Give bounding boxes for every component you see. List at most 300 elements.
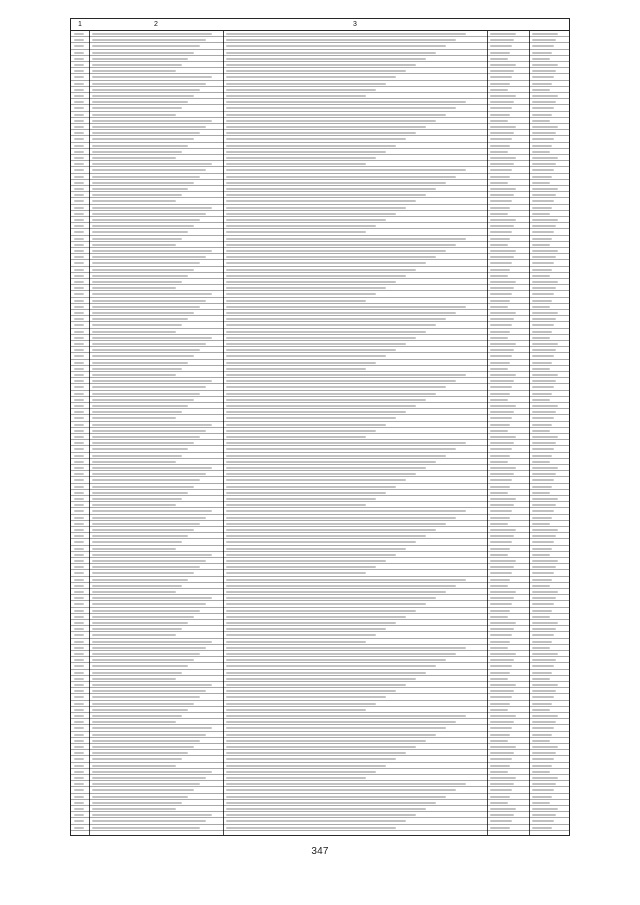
table-cell [71,267,89,272]
ink-mark [490,355,512,357]
ink-mark [226,386,446,388]
ink-mark [226,145,396,147]
table-cell [71,564,89,569]
table-cell [529,223,571,228]
ink-mark [226,262,426,264]
table-cell [89,136,223,141]
ink-mark [490,727,512,729]
table-cell [529,756,571,761]
table-cell [71,180,89,185]
table-cell [71,434,89,439]
ink-mark [490,231,512,233]
ink-mark [92,572,194,574]
ink-mark [74,579,84,581]
table-cell [487,558,529,563]
table-cell [529,719,571,724]
ink-mark [74,145,84,147]
ink-mark [532,287,556,289]
ink-mark [74,529,84,531]
ink-mark [92,318,188,320]
table-cell [529,490,571,495]
table-cell [529,415,571,420]
table-cell [487,496,529,501]
ink-mark [74,213,84,215]
table-cell [89,174,223,179]
table-cell [487,384,529,389]
ink-mark [226,182,446,184]
table-cell [89,701,223,706]
ink-mark [226,120,436,122]
table-cell [223,719,487,724]
ink-mark [226,430,376,432]
table-cell [89,180,223,185]
ink-mark [226,107,456,109]
ink-mark [532,250,558,252]
ink-mark [490,616,508,618]
ink-mark [74,517,84,519]
table-cell [223,663,487,668]
table-cell [89,626,223,631]
table-cell [223,267,487,272]
ink-mark [532,554,550,556]
table-cell [529,595,571,600]
table-cell [223,583,487,588]
ink-mark [92,690,206,692]
ink-mark [532,52,552,54]
ink-mark [532,641,552,643]
table-cell [71,670,89,675]
table-cell [223,490,487,495]
table-cell [487,372,529,377]
ink-mark [226,820,406,822]
ink-mark [532,715,558,717]
ink-mark [532,176,552,178]
ink-mark [532,746,558,748]
table-cell [89,533,223,538]
ink-mark [74,269,84,271]
table-cell [89,657,223,662]
table-cell [487,738,529,743]
table-cell [223,310,487,315]
ink-mark [92,219,200,221]
ink-mark [92,616,194,618]
table-cell [89,143,223,148]
ink-mark [74,362,84,364]
ink-mark [226,597,436,599]
ink-mark [92,337,212,339]
table-cell [529,322,571,327]
table-cell [89,366,223,371]
ink-mark [226,814,416,816]
table-cell [89,130,223,135]
ink-mark [74,275,84,277]
ink-mark [226,250,446,252]
table-cell [223,236,487,241]
ink-mark [74,176,84,178]
table-cell [487,564,529,569]
ink-mark [490,151,508,153]
table-cell [71,217,89,222]
ink-mark [92,684,212,686]
table-cell [223,564,487,569]
ink-mark [226,101,466,103]
ink-mark [92,498,182,500]
ink-mark [532,777,558,779]
ink-mark [92,151,182,153]
ink-mark [74,684,84,686]
ink-mark [532,368,550,370]
table-cell [487,763,529,768]
table-cell [89,577,223,582]
ink-mark [490,777,516,779]
ink-mark [532,802,550,804]
ink-mark [532,64,558,66]
ink-mark [490,647,508,649]
ink-mark [74,349,84,351]
ink-mark [92,603,206,605]
table-cell [529,112,571,117]
ink-mark [92,783,200,785]
table-cell [529,614,571,619]
table-cell [223,471,487,476]
ink-mark [74,740,84,742]
ink-mark [226,411,406,413]
ink-mark [74,424,84,426]
table-cell [71,688,89,693]
table-cell [223,651,487,656]
table-cell [529,136,571,141]
table-cell [487,56,529,61]
table-cell [529,583,571,588]
table-cell [223,477,487,482]
col-3-header: 3 [353,21,357,28]
table-cell [223,335,487,340]
ink-mark [490,628,514,630]
table-cell [529,496,571,501]
ink-mark [532,461,550,463]
table-cell [71,663,89,668]
ink-mark [74,368,84,370]
ink-mark [490,312,516,314]
ink-mark [74,479,84,481]
ink-mark [226,603,426,605]
table-cell [89,732,223,737]
ink-mark [74,250,84,252]
table-cell [529,434,571,439]
table-cell [487,527,529,532]
table-cell [529,763,571,768]
ink-mark [226,89,376,91]
table-cell [487,74,529,79]
table-cell [223,639,487,644]
table-cell [487,663,529,668]
table-cell [487,446,529,451]
ink-mark [92,362,188,364]
ink-mark [226,424,386,426]
ink-mark [532,796,552,798]
ink-mark [74,727,84,729]
ink-mark [74,442,84,444]
ink-mark [532,622,558,624]
table-cell [487,589,529,594]
table-cell [71,763,89,768]
ink-mark [92,715,182,717]
ink-mark [74,244,84,246]
ink-mark [226,95,366,97]
table-cell [529,725,571,730]
ink-mark [226,752,406,754]
ink-mark [92,293,212,295]
ink-mark [490,678,508,680]
ink-mark [490,703,510,705]
table-cell [223,68,487,73]
table-cell [529,564,571,569]
ink-mark [226,114,446,116]
ink-mark [532,789,554,791]
table-cell [529,651,571,656]
ink-mark [226,269,416,271]
ink-mark [226,479,406,481]
table-cell [529,291,571,296]
ink-mark [532,479,554,481]
table-cell [223,434,487,439]
ink-mark [490,597,514,599]
ink-mark [532,200,554,202]
table-cell [529,546,571,551]
table-cell [89,608,223,613]
ink-mark [74,120,84,122]
ink-mark [490,188,516,190]
table-cell [487,818,529,823]
table-cell [487,155,529,160]
table-cell [223,527,487,532]
table-cell [529,645,571,650]
table-cell [223,800,487,805]
ink-mark [74,101,84,103]
table-cell [487,719,529,724]
table-cell [71,725,89,730]
table-cell [223,347,487,352]
ink-mark [92,76,212,78]
ink-mark [532,238,552,240]
table-cell [223,372,487,377]
ink-mark [490,362,510,364]
table-cell [71,198,89,203]
ink-mark [532,467,558,469]
table-cell [529,118,571,123]
table-cell [529,155,571,160]
ink-mark [74,808,84,810]
table-cell [71,484,89,489]
ink-mark [92,678,176,680]
table-cell [71,825,89,830]
table-cell [89,806,223,811]
ink-mark [490,802,508,804]
table-cell [71,68,89,73]
ink-mark [226,225,376,227]
ink-mark [490,442,514,444]
ink-mark [226,715,466,717]
table-cell [529,329,571,334]
ink-mark [92,802,182,804]
ink-mark [92,479,200,481]
table-cell [71,694,89,699]
ink-mark [92,324,182,326]
table-cell [223,440,487,445]
ink-mark [92,58,188,60]
ink-mark [532,740,550,742]
table-cell [529,391,571,396]
table-cell [487,453,529,458]
table-cell [89,322,223,327]
ink-mark [226,399,426,401]
ink-mark [74,789,84,791]
ink-mark [92,566,200,568]
ink-mark [532,219,558,221]
table-cell [71,341,89,346]
table-cell [529,161,571,166]
table-cell [89,391,223,396]
col-4-header [487,19,529,31]
table-cell [529,236,571,241]
table-cell [529,446,571,451]
ink-mark [226,256,436,258]
table-header [71,19,569,31]
ink-mark [532,151,550,153]
table-cell [89,508,223,513]
ink-mark [532,89,550,91]
ink-mark [490,213,508,215]
table-cell [529,676,571,681]
ink-mark [92,355,194,357]
ink-mark [226,355,386,357]
ink-mark [92,740,200,742]
table-body [71,31,569,835]
ink-mark [74,523,84,525]
table-cell [89,118,223,123]
table-cell [71,453,89,458]
table-cell [89,236,223,241]
table-cell [529,465,571,470]
table-cell [529,347,571,352]
ink-mark [226,417,396,419]
ink-mark [92,641,212,643]
ink-mark [490,169,512,171]
table-cell [71,378,89,383]
table-cell [89,50,223,55]
ink-mark [92,244,176,246]
table-cell [529,558,571,563]
table-cell [529,50,571,55]
ink-mark [74,126,84,128]
ink-mark [226,572,366,574]
table-cell [223,118,487,123]
table-cell [89,800,223,805]
table-cell [89,521,223,526]
table-cell [71,347,89,352]
ink-mark [490,672,510,674]
ink-mark [532,808,558,810]
ink-mark [92,709,188,711]
table-cell [487,725,529,730]
ink-mark [490,783,514,785]
ink-mark [92,523,200,525]
table-cell [487,459,529,464]
table-cell [223,645,487,650]
table-cell [71,682,89,687]
table-cell [529,626,571,631]
ink-mark [74,814,84,816]
ink-mark [490,523,508,525]
ink-mark [226,275,406,277]
page-number: 347 [311,846,329,857]
table-cell [487,781,529,786]
ink-mark [92,138,194,140]
ink-mark [226,703,376,705]
ink-mark [490,120,508,122]
table-cell [71,508,89,513]
table-cell [487,775,529,780]
table-cell [71,236,89,241]
table-cell [223,409,487,414]
table-cell [89,453,223,458]
ink-mark [532,231,554,233]
table-cell [71,657,89,662]
table-cell [487,694,529,699]
table-cell [529,62,571,67]
table-cell [487,769,529,774]
ink-mark [74,752,84,754]
ink-mark [226,331,426,333]
table-cell [71,415,89,420]
ink-mark [490,200,512,202]
ink-mark [532,163,556,165]
ink-mark [74,820,84,822]
ink-mark [490,337,508,339]
table-cell [529,310,571,315]
table-cell [487,787,529,792]
ink-mark [92,703,194,705]
table-cell [223,546,487,551]
ink-mark [532,696,554,698]
table-cell [487,37,529,42]
table-cell [487,112,529,117]
ink-mark [532,45,554,47]
table-cell [89,713,223,718]
table-cell [71,31,89,36]
table-cell [89,105,223,110]
table-cell [487,608,529,613]
ink-mark [226,541,416,543]
table-cell [223,397,487,402]
table-cell [71,577,89,582]
ink-mark [490,238,510,240]
table-cell [487,192,529,197]
table-cell [223,502,487,507]
ink-mark [532,343,558,345]
ink-mark [92,424,212,426]
ink-mark [226,684,406,686]
ink-mark [92,647,206,649]
table-cell [223,161,487,166]
table-cell [487,161,529,166]
ink-mark [532,244,550,246]
table-cell [89,62,223,67]
table-cell [71,260,89,265]
table-cell [487,180,529,185]
table-cell [71,298,89,303]
table-cell [529,515,571,520]
